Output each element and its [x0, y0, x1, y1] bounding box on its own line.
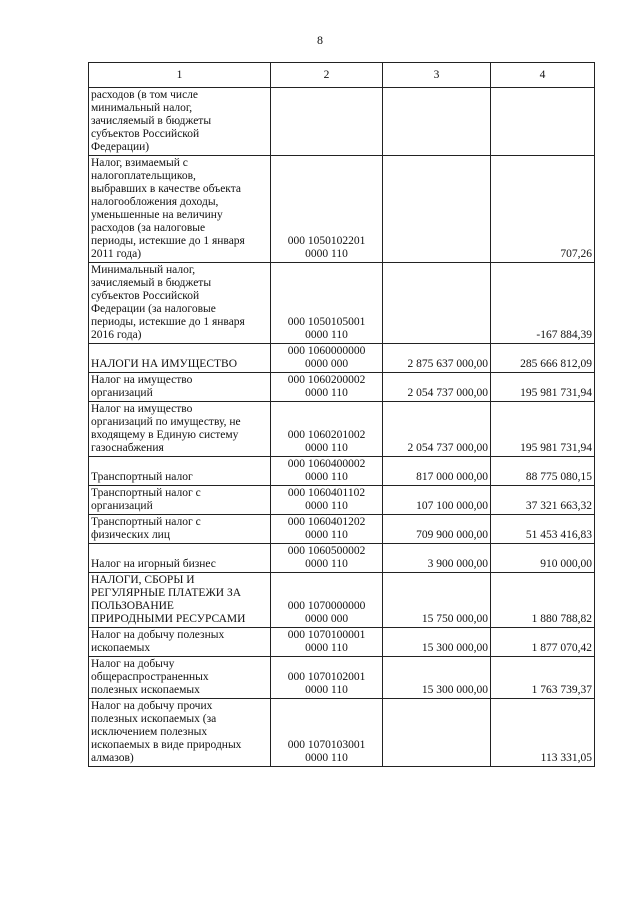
row-code: 000 1060500002 0000 110 — [271, 544, 383, 573]
row-code: 000 1060000000 0000 000 — [271, 344, 383, 373]
row-code: 000 1070000000 0000 000 — [271, 573, 383, 628]
row-plan: 15 300 000,00 — [383, 657, 491, 699]
row-actual: 195 981 731,94 — [491, 402, 595, 457]
row-actual — [491, 88, 595, 156]
row-actual: 285 666 812,09 — [491, 344, 595, 373]
table-row — [89, 515, 595, 544]
column-header-2: 2 — [271, 63, 383, 88]
table-row — [89, 573, 595, 628]
table-row — [89, 344, 595, 373]
row-name: Транспортный налог — [89, 457, 271, 486]
row-name: Налог на добычу общераспространенных полезных ископаемых — [89, 657, 271, 699]
row-name: Налог на добычу прочих полезных ископаемых (за исключением полезных ископаемых в виде природных алмазов) — [89, 699, 271, 767]
row-plan: 2 054 737 000,00 — [383, 402, 491, 457]
row-actual: 88 775 080,15 — [491, 457, 595, 486]
table-row — [89, 402, 595, 457]
row-actual: 1 763 739,37 — [491, 657, 595, 699]
row-actual: 1 880 788,82 — [491, 573, 595, 628]
row-name: Налог, взимаемый с налогоплательщиков, выбравших в качестве объекта налогообложения доходы, уменьшенные на величину расходов (за налоговые периоды, истекшие до 1 января 2011 года) — [89, 156, 271, 263]
row-plan: 2 875 637 000,00 — [383, 344, 491, 373]
column-header-3: 3 — [383, 63, 491, 88]
row-name: НАЛОГИ, СБОРЫ И РЕГУЛЯРНЫЕ ПЛАТЕЖИ ЗА ПОЛЬЗОВАНИЕ ПРИРОДНЫМИ РЕСУРСАМИ — [89, 573, 271, 628]
table-row — [89, 88, 595, 156]
row-code: 000 1050105001 0000 110 — [271, 263, 383, 344]
row-plan: 2 054 737 000,00 — [383, 373, 491, 402]
row-actual: 195 981 731,94 — [491, 373, 595, 402]
row-name: Транспортный налог с организаций — [89, 486, 271, 515]
row-actual: 51 453 416,83 — [491, 515, 595, 544]
row-code: 000 1070102001 0000 110 — [271, 657, 383, 699]
table-row — [89, 657, 595, 699]
page-number: 8 — [317, 33, 323, 47]
table-row — [89, 156, 595, 263]
row-code: 000 1060200002 0000 110 — [271, 373, 383, 402]
row-plan — [383, 699, 491, 767]
table-row — [89, 544, 595, 573]
table-row — [89, 263, 595, 344]
row-code: 000 1070100001 0000 110 — [271, 628, 383, 657]
row-actual: 37 321 663,32 — [491, 486, 595, 515]
row-name: Налог на игорный бизнес — [89, 544, 271, 573]
row-code — [271, 88, 383, 156]
column-header-1: 1 — [89, 63, 271, 88]
row-code: 000 1060401102 0000 110 — [271, 486, 383, 515]
table-row — [89, 699, 595, 767]
row-code: 000 1060201002 0000 110 — [271, 402, 383, 457]
table-row — [89, 457, 595, 486]
row-actual: 113 331,05 — [491, 699, 595, 767]
column-header-4: 4 — [491, 63, 595, 88]
row-actual: -167 884,39 — [491, 263, 595, 344]
row-name: Налог на имущество организаций по имуществу, не входящему в Единую систему газоснабжения — [89, 402, 271, 457]
table-row — [89, 373, 595, 402]
table-row — [89, 486, 595, 515]
row-plan: 107 100 000,00 — [383, 486, 491, 515]
row-code: 000 1060400002 0000 110 — [271, 457, 383, 486]
row-plan: 817 000 000,00 — [383, 457, 491, 486]
row-actual: 910 000,00 — [491, 544, 595, 573]
row-plan: 709 900 000,00 — [383, 515, 491, 544]
budget-table — [88, 62, 595, 767]
row-code: 000 1060401202 0000 110 — [271, 515, 383, 544]
row-actual: 707,26 — [491, 156, 595, 263]
row-name: НАЛОГИ НА ИМУЩЕСТВО — [89, 344, 271, 373]
row-code: 000 1070103001 0000 110 — [271, 699, 383, 767]
row-plan: 15 750 000,00 — [383, 573, 491, 628]
row-name: расходов (в том числе минимальный налог, зачисляемый в бюджеты субъектов Российской Федерации) — [89, 88, 271, 156]
row-name: Налог на добычу полезных ископаемых — [89, 628, 271, 657]
row-name: Налог на имущество организаций — [89, 373, 271, 402]
row-name: Минимальный налог, зачисляемый в бюджеты субъектов Российской Федерации (за налоговые периоды, истекшие до 1 января 2016 года) — [89, 263, 271, 344]
row-plan: 3 900 000,00 — [383, 544, 491, 573]
header-row — [89, 63, 595, 88]
row-plan — [383, 156, 491, 263]
row-plan: 15 300 000,00 — [383, 628, 491, 657]
row-plan — [383, 88, 491, 156]
row-actual: 1 877 070,42 — [491, 628, 595, 657]
row-code: 000 1050102201 0000 110 — [271, 156, 383, 263]
row-plan — [383, 263, 491, 344]
row-name: Транспортный налог с физических лиц — [89, 515, 271, 544]
table-row — [89, 628, 595, 657]
